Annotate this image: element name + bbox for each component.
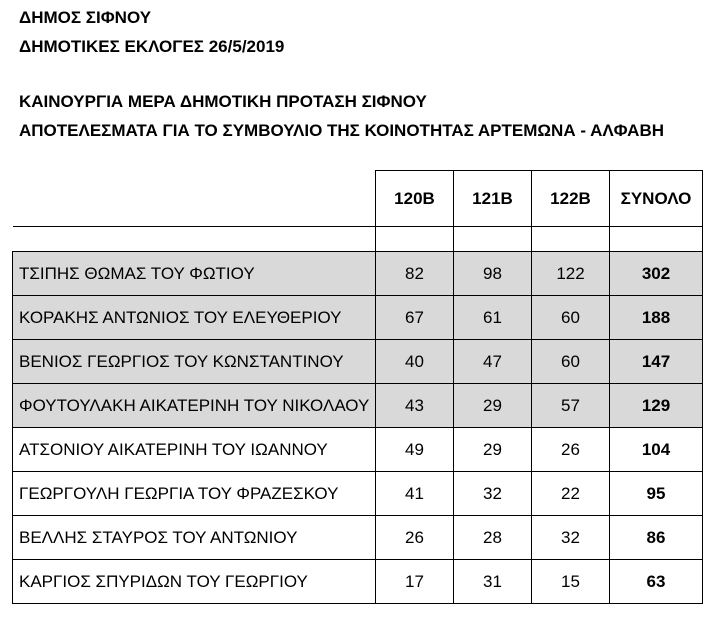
votes-122b-cell: 57 xyxy=(532,384,610,428)
votes-121b-cell: 31 xyxy=(454,560,532,604)
votes-122b-cell: 60 xyxy=(532,296,610,340)
votes-120b-cell: 41 xyxy=(376,472,454,516)
votes-total-cell: 104 xyxy=(610,428,703,472)
table-row xyxy=(13,428,703,472)
subheader-blank-cell xyxy=(13,227,376,252)
votes-121b-cell: 32 xyxy=(454,472,532,516)
table-row xyxy=(13,340,703,384)
table-row xyxy=(13,560,703,604)
votes-122b-cell: 22 xyxy=(532,472,610,516)
candidate-name-cell: ΚΑΡΓΙΟΣ ΣΠΥΡΙΔΩΝ ΤΟΥ ΓΕΩΡΓΙΟΥ xyxy=(13,560,376,604)
results-table xyxy=(12,170,703,604)
votes-121b-cell: 61 xyxy=(454,296,532,340)
votes-total-cell: 188 xyxy=(610,296,703,340)
header-blank-cell xyxy=(13,171,376,227)
votes-121b-cell: 98 xyxy=(454,252,532,296)
table-row xyxy=(13,252,703,296)
votes-121b-cell: 47 xyxy=(454,340,532,384)
votes-total-cell: 86 xyxy=(610,516,703,560)
votes-121b-cell: 29 xyxy=(454,428,532,472)
party-title: ΚΑΙΝΟΥΡΓΙΑ ΜΕΡΑ ΔΗΜΟΤΙΚΗ ΠΡΟΤΑΣΗ ΣΙΦΝΟΥ xyxy=(19,92,427,111)
subheader-cell xyxy=(376,227,454,252)
column-header-120b: 120Β xyxy=(376,171,454,227)
subheader-cell xyxy=(454,227,532,252)
table-header-row xyxy=(13,171,703,227)
votes-total-cell: 95 xyxy=(610,472,703,516)
votes-total-cell: 129 xyxy=(610,384,703,428)
table-row xyxy=(13,472,703,516)
subheader-cell xyxy=(532,227,610,252)
votes-120b-cell: 26 xyxy=(376,516,454,560)
candidate-name-cell: ΒΕΝΙΟΣ ΓΕΩΡΓΙΟΣ ΤΟΥ ΚΩΝΣΤΑΝΤΙΝΟΥ xyxy=(13,340,376,384)
votes-121b-cell: 28 xyxy=(454,516,532,560)
votes-120b-cell: 82 xyxy=(376,252,454,296)
votes-total-cell: 302 xyxy=(610,252,703,296)
votes-120b-cell: 40 xyxy=(376,340,454,384)
votes-121b-cell: 29 xyxy=(454,384,532,428)
votes-122b-cell: 122 xyxy=(532,252,610,296)
election-title: ΔΗΜΟΤΙΚΕΣ ΕΚΛΟΓΕΣ 26/5/2019 xyxy=(19,37,285,56)
votes-120b-cell: 43 xyxy=(376,384,454,428)
candidate-name-cell: ΦΟΥΤΟΥΛΑΚΗ ΑΙΚΑΤΕΡΙΝΗ ΤΟΥ ΝΙΚΟΛΑΟΥ xyxy=(13,384,376,428)
votes-total-cell: 147 xyxy=(610,340,703,384)
column-header-122b: 122Β xyxy=(532,171,610,227)
column-header-121b: 121Β xyxy=(454,171,532,227)
table-body xyxy=(13,252,703,604)
votes-122b-cell: 26 xyxy=(532,428,610,472)
candidate-name-cell: ΚΟΡΑΚΗΣ ΑΝΤΩΝΙΟΣ ΤΟΥ ΕΛΕΥΘΕΡΙΟΥ xyxy=(13,296,376,340)
candidate-name-cell: ΑΤΣΟΝΙΟΥ ΑΙΚΑΤΕΡΙΝΗ ΤΟΥ ΙΩΑΝΝΟΥ xyxy=(13,428,376,472)
candidate-name-cell: ΒΕΛΛΗΣ ΣΤΑΥΡΟΣ ΤΟΥ ΑΝΤΩΝΙΟΥ xyxy=(13,516,376,560)
municipality-title: ΔΗΜΟΣ ΣΙΦΝΟΥ xyxy=(19,8,152,27)
table-row xyxy=(13,516,703,560)
votes-total-cell: 63 xyxy=(610,560,703,604)
candidate-name-cell: ΤΣΙΠΗΣ ΘΩΜΑΣ ΤΟΥ ΦΩΤΙΟΥ xyxy=(13,252,376,296)
votes-120b-cell: 67 xyxy=(376,296,454,340)
votes-120b-cell: 17 xyxy=(376,560,454,604)
table-row xyxy=(13,296,703,340)
table-row xyxy=(13,384,703,428)
results-title: ΑΠΟΤΕΛΕΣΜΑΤΑ ΓΙΑ ΤΟ ΣΥΜΒΟΥΛΙΟ ΤΗΣ ΚΟΙΝΟΤΗΤΑΣ ΑΡΤΕΜΩΝΑ - ΑΛΦΑΒΗ xyxy=(19,121,665,140)
votes-122b-cell: 60 xyxy=(532,340,610,384)
table-subheader-row xyxy=(13,227,703,252)
votes-122b-cell: 15 xyxy=(532,560,610,604)
votes-122b-cell: 32 xyxy=(532,516,610,560)
column-header-total: ΣΥΝΟΛΟ xyxy=(610,171,703,227)
votes-120b-cell: 49 xyxy=(376,428,454,472)
candidate-name-cell: ΓΕΩΡΓΟΥΛΗ ΓΕΩΡΓΙΑ ΤΟΥ ΦΡΑΖΕΣΚΟΥ xyxy=(13,472,376,516)
subheader-cell xyxy=(610,227,703,252)
